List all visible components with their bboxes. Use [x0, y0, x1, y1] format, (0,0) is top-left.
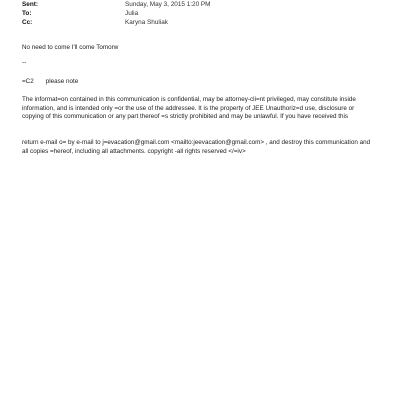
header-sent-row	[22, 0, 382, 9]
to-label: To:	[22, 10, 32, 17]
disclaimer-footer: return e-mail o= by e-mail to j=evacation@gmail.com <mailto:jeevacation@gmail.com> , and destroy this communication and all copies =hereof, including all attachments. copyright -all rights reserved </=iv>	[22, 139, 371, 155]
header-to-row	[22, 9, 382, 18]
signature-separator: --	[22, 59, 27, 66]
sent-label: Sent:	[22, 1, 38, 8]
cc-value: Karyna Shuliak	[125, 19, 168, 26]
email-header	[22, 0, 382, 27]
message-text: No need to come I'll come Tomorw	[22, 44, 119, 51]
sent-value: Sunday, May 3, 2015 1:20 PM	[125, 1, 211, 8]
to-value: Julia	[125, 10, 139, 17]
header-cc-row	[22, 18, 382, 27]
encoding-code: =C2	[22, 78, 34, 85]
note-line	[22, 77, 78, 86]
confidentiality-disclaimer: The informat=on contained in this communication is confidential, may be attorney-cli=nt privileged, may constitute inside information, and is intended only =or the use of the addressee. It is the property of JEE Unauthoriz=d use, disclosure or copying of this communication or any part thereof =s strictly prohibited and may be unlawful. If you have received this	[22, 96, 356, 121]
please-note-text: please note	[45, 78, 79, 85]
cc-label: Cc:	[22, 19, 33, 26]
